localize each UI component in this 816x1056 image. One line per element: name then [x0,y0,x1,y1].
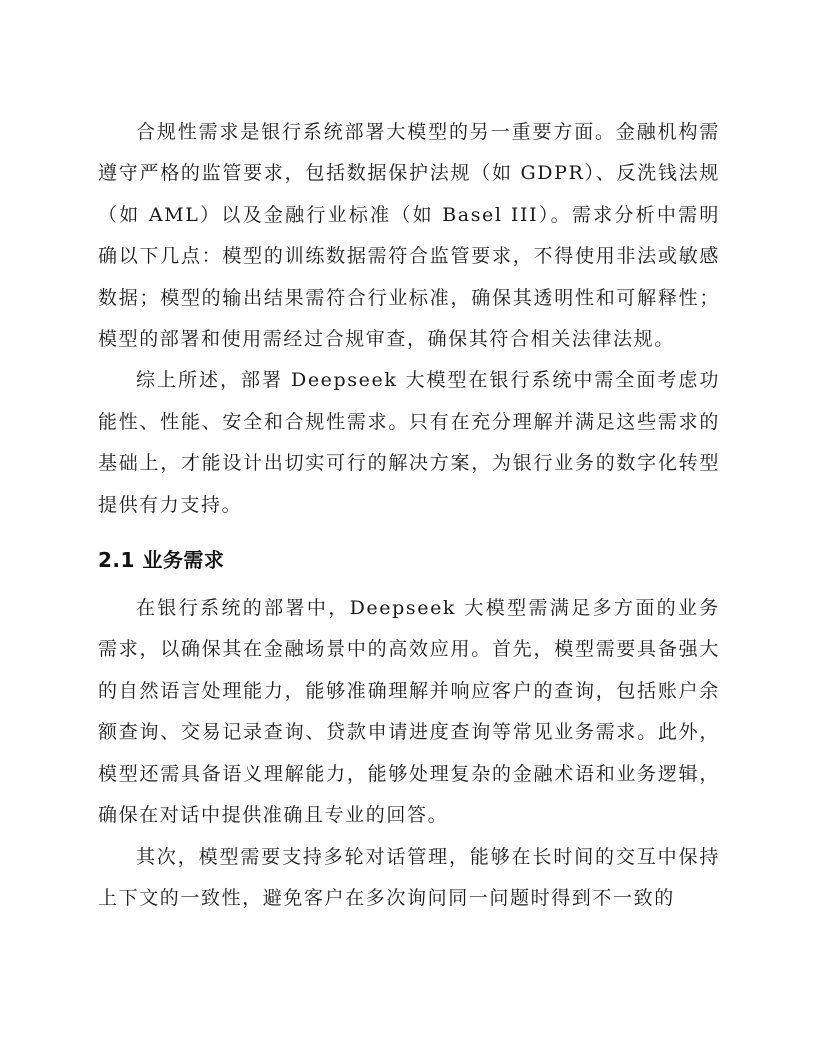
paragraph-multi-turn: 其次，模型需要支持多轮对话管理，能够在长时间的交互中保持上下文的一致性，避免客户在多次询问同一问题时得到不一致的 [98,845,720,909]
paragraph-summary: 综上所述，部署 Deepseek 大模型在银行系统中需全面考虑功能性、性能、安全和合规性需求。只有在充分理解并满足这些需求的基础上，才能设计出切实可行的解决方案，为银行业务的数字化转型提供有力支持。 [98,369,720,516]
section-heading: 2.1 业务需求 [98,548,225,573]
paragraph-business-needs: 在银行系统的部署中，Deepseek 大模型需满足多方面的业务需求，以确保其在金融场景中的高效应用。首先，模型需要具备强大的自然语言处理能力，能够准确理解并响应客户的查询，包括账户余额查询、交易记录查询、贷款申请进度查询等常见业务需求。此外，模型还需具备语义理解能力，能够处理复杂的金融术语和业务逻辑，确保在对话中提供准确且专业的回答。 [98,597,720,827]
paragraph-compliance: 合规性需求是银行系统部署大模型的另一重要方面。金融机构需遵守严格的监管要求，包括数据保护法规（如 GDPR）、反洗钱法规（如 AML）以及金融行业标准（如 Basel III）。需求分析中需明确以下几点：模型的训练数据需符合监管要求，不得使用非法或敏感数据；模型的输出结果需符合行业标准，确保其透明性和可解释性；模型的部署和使用需经过合规审查，确保其符合相关法律法规。 [98,121,720,351]
document-page [98,112,720,919]
